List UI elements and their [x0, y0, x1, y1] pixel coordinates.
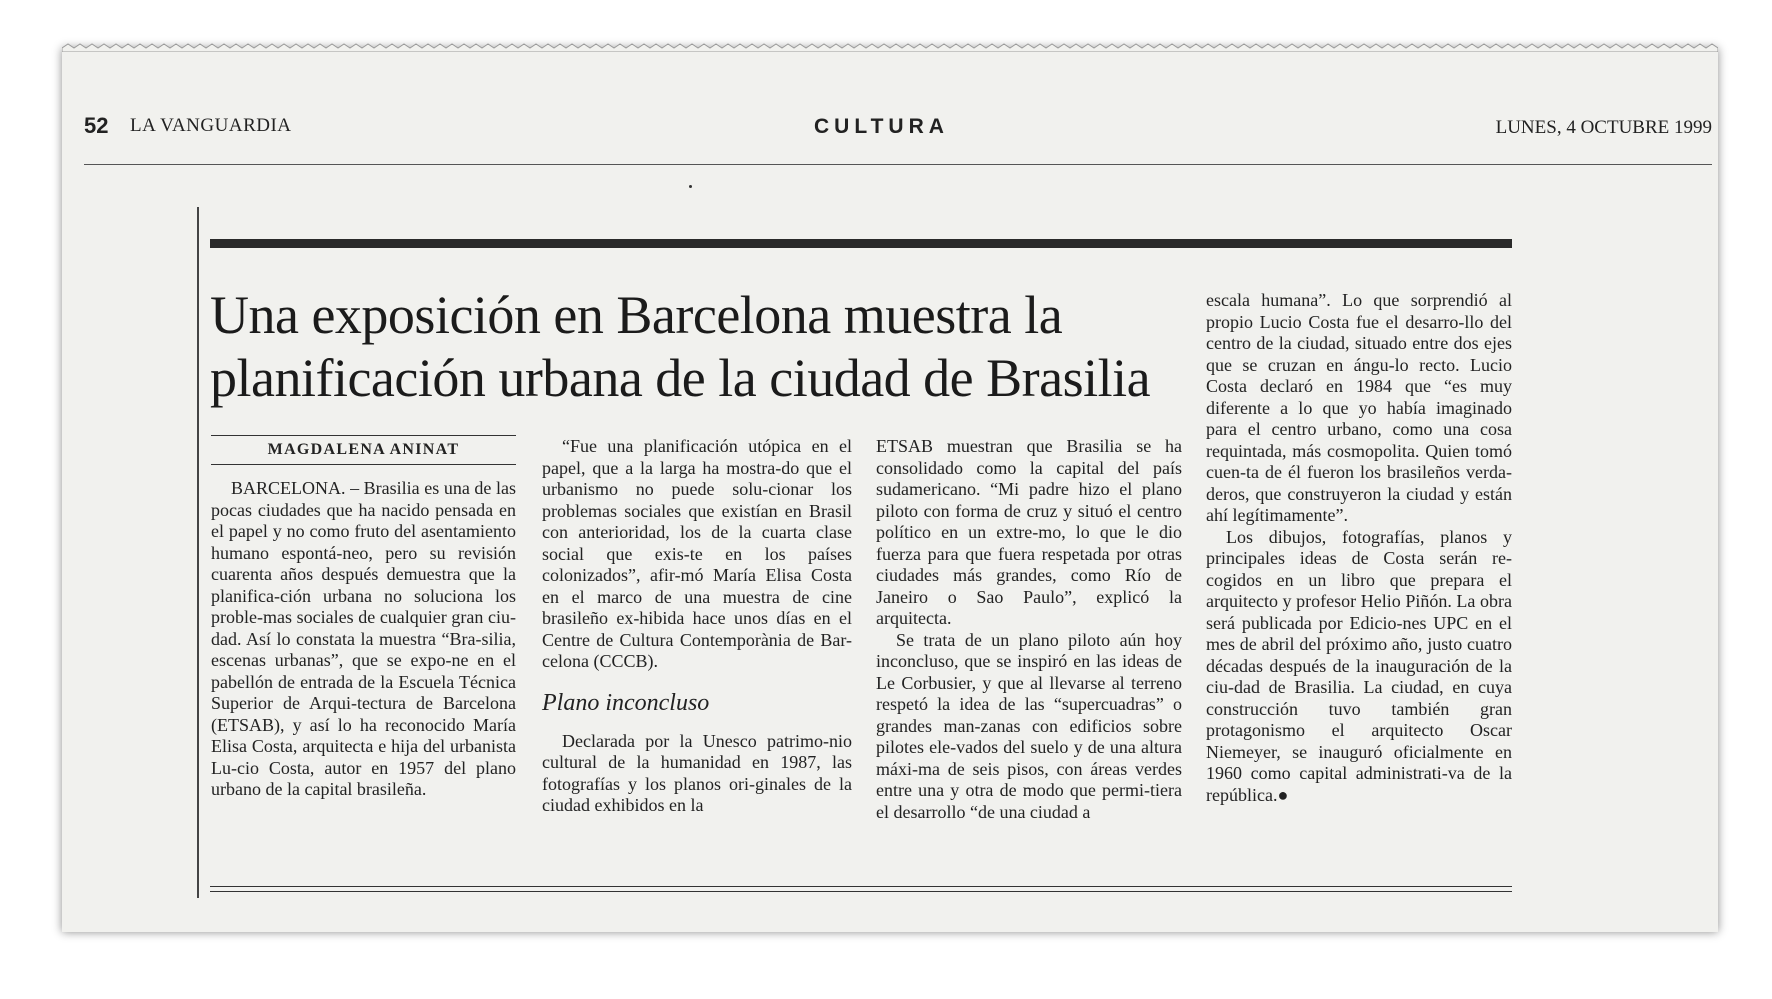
byline-box	[211, 435, 516, 465]
torn-top-edge	[62, 40, 1718, 52]
bottom-divider	[210, 886, 1512, 887]
issue-date: LUNES, 4 OCTUBRE 1999	[1495, 117, 1712, 138]
paragraph: Los dibujos, fotografías, planos y principales ideas de Costa serán re-cogidos en un libro que prepara el arquitecto y profesor Helio Piñón. La obra será publicada por Edicio-nes UPC en el mes de abril del próximo año, justo cuatro décadas después de la inauguración de la ciu-dad de Brasilia. La ciudad, en cuya construcción tuvo también gran protagonismo el arquitecto Oscar Niemeyer, se inauguró oficialmente en 1960 como capital administrati-va de la república.●	[1206, 526, 1512, 805]
paragraph: Declarada por la Unesco patrimo-nio cultural de la humanidad en 1987, las fotografías y los planos ori-ginales de la ciudad exhibidos en la	[542, 730, 852, 815]
paragraph: ETSAB muestran que Brasilia se ha consolidado como la capital del país sudamericano. “Mi padre hizo el plano piloto con forma de cruz y situó el centro político en un extre-mo, lo que le dio fuerza para que fuera respetada por otras ciudades más grandes, como Río de Janeiro o Sao Paulo”, explicó la arquitecta.	[876, 436, 1182, 628]
print-speck	[689, 185, 692, 188]
article-column-1	[211, 478, 516, 801]
article-column-3	[876, 436, 1182, 823]
page-number: 52	[84, 113, 109, 138]
paragraph: BARCELONA. – Brasilia es una de las pocas ciudades que ha nacido pensada en el papel y no como fruto del asentamiento humano espontá-neo, pero su revisión cuarenta años después demuestra que la planifica-ción urbana no soluciona los proble-mas sociales de cualquier gran ciu-dad. Así lo constata la muestra “Bra-silia, escenas urbanas”, que se expo-ne en el pabellón de entrada de la Escuela Técnica Superior de Arqui-tectura de Barcelona (ETSAB), y así lo ha reconocido María Elisa Costa, arquitecta e hija del urbanista Lu-cio Costa, autor en 1957 del plano urbano de la capital brasileña.	[211, 478, 516, 799]
paragraph: Se trata de un plano piloto aún hoy inconcluso, que se inspiró en las ideas de Le Corbusier, y que al llevarse al terreno respetó la idea de las “supercuadras” o grandes man-zanas con edificios sobre pilotes ele-vados del suelo y de una altura máxi-ma de seis pisos, con áreas verdes entre una y otra de modo que permi-tiera el desarrollo “de una ciudad a	[876, 629, 1182, 822]
article-top-bar	[210, 239, 1512, 248]
article-column-2	[542, 436, 852, 817]
bottom-divider	[210, 891, 1512, 892]
column-rule-left	[197, 207, 199, 898]
article-column-4	[1206, 290, 1512, 806]
paragraph: “Fue una planificación utópica en el papel, que a la larga ha mostra-do que el urbanismo no puede solu-cionar los problemas sociales que existían en Brasil con anterioridad, los de la cuarta clase social que exis-te en los países colonizados”, afir-mó María Elisa Costa en el marco de una muestra de cine brasileño ex-hibida hace unos días en el Centre de Cultura Contemporània de Bar-celona (CCCB).	[542, 436, 852, 671]
section-title: CULTURA	[814, 115, 949, 138]
page-header	[84, 103, 1712, 163]
subheading: Plano inconcluso	[542, 689, 710, 716]
header-divider	[84, 164, 1712, 165]
newspaper-name: LA VANGUARDIA	[130, 115, 292, 136]
article-headline: Una exposición en Barcelona muestra la planificación urbana de la ciudad de Brasilia	[210, 285, 1151, 408]
paragraph: escala humana”. Lo que sorprendió al propio Lucio Costa fue el desarro-llo del centro de la ciudad, situado entre dos ejes que se cruzan en ángu-lo recto. Lucio Costa declaró en 1984 que “es muy diferente a lo que yo había imaginado para el centro urbano, como una cosa requintada, más cosmopolita. Quien tomó cuen-ta de él fueron los brasileños verda-deros, que construyeron la ciudad y están ahí legítimamente”.	[1206, 290, 1512, 525]
byline: MAGDALENA ANINAT	[267, 441, 460, 458]
